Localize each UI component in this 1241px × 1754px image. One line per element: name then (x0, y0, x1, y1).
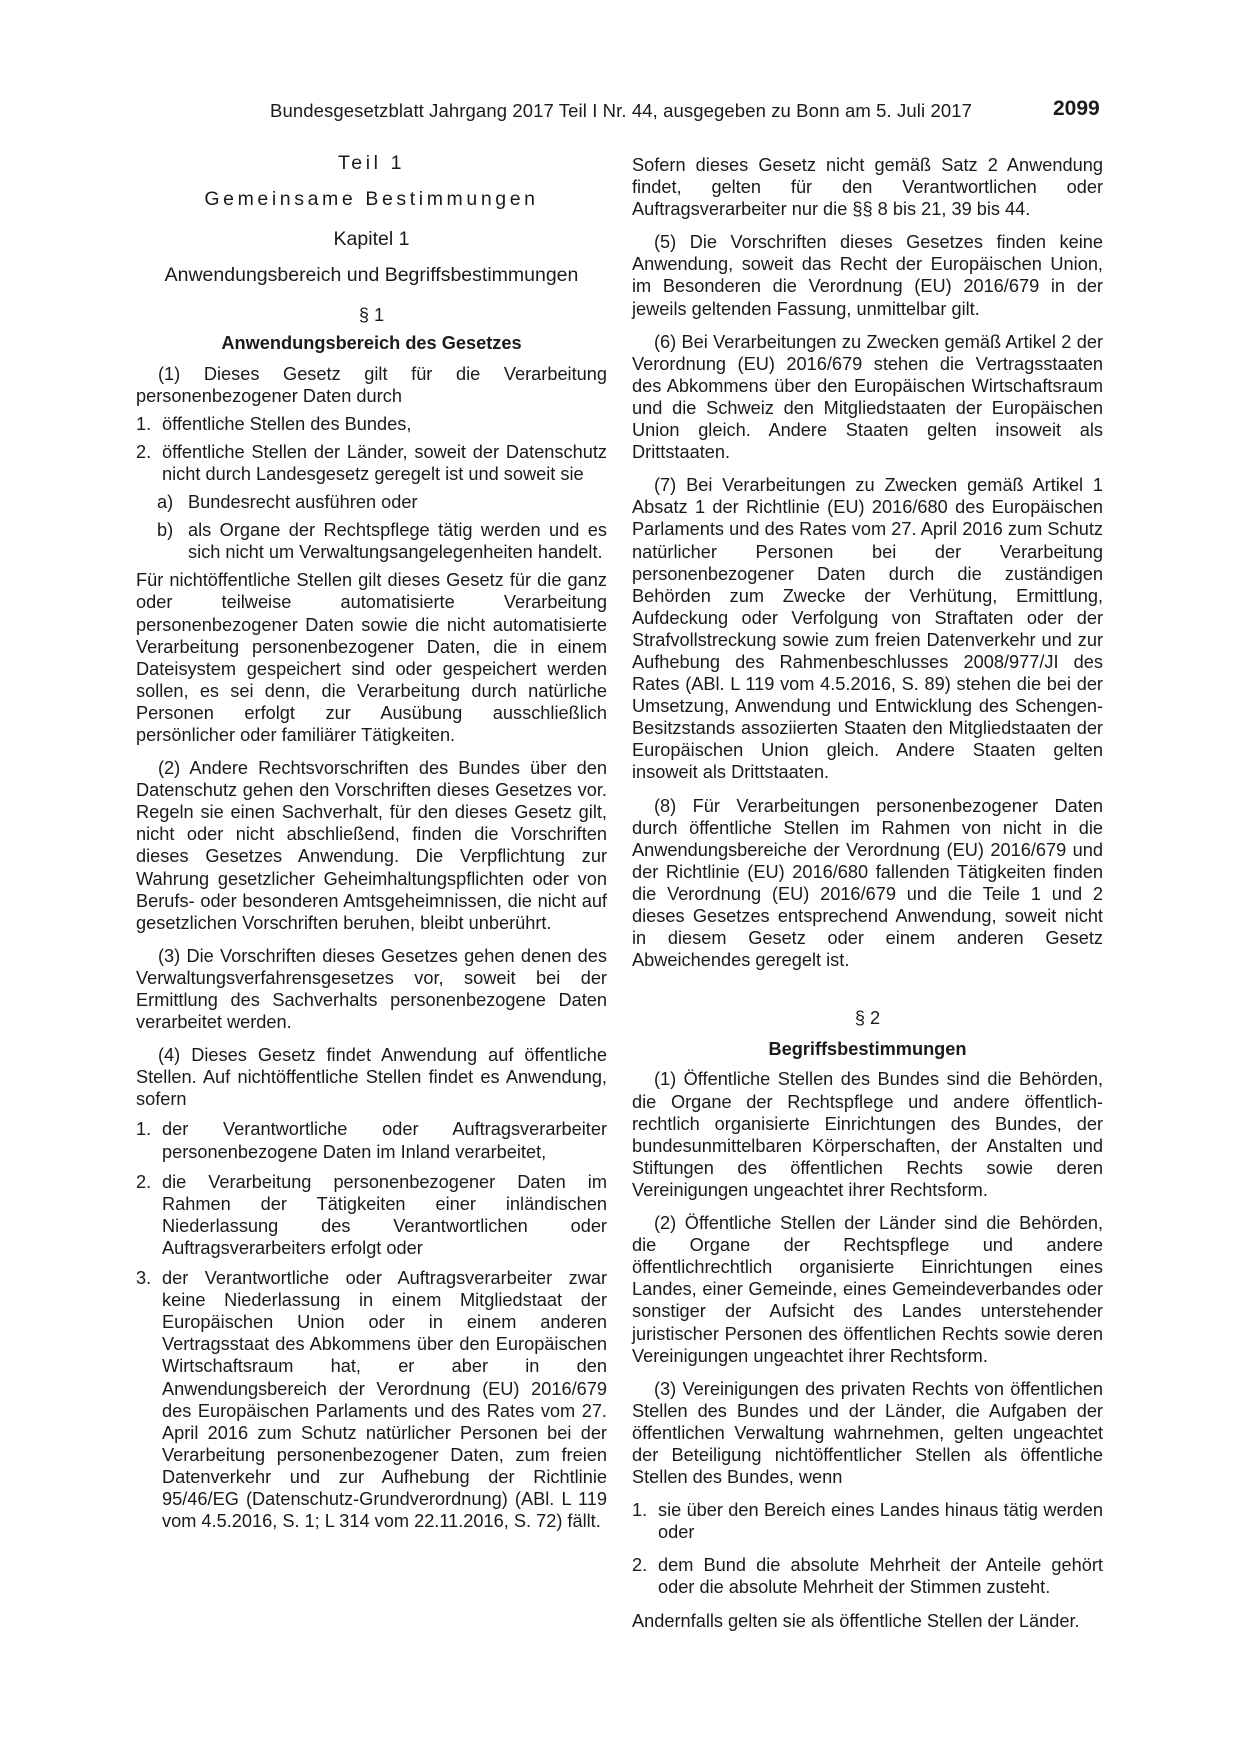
right-column (632, 154, 1103, 1643)
s1-paragraph-6: (6) Bei Verarbeitungen zu Zwecken gemäß Artikel 2 der Verordnung (EU) 2016/679 stehen die Vertragsstaaten des Abkommens über den Europäischen Wirtschaftsraum und die Schweiz den Mitgliedstaaten der Europäischen Union gleich. Andere Staaten gelten insoweit als Drittstaaten. (632, 331, 1103, 463)
s2-paragraph-3-tail: Andernfalls gelten sie als öffentliche Stellen der Länder. (632, 1610, 1080, 1631)
list-item: 2. die Verarbeitung personenbezogener Daten im Rahmen der Tätigkeiten einer inländischen Niederlassung des Verantwortlichen oder Auftragsverarbeiters erfolgt oder (136, 1171, 607, 1258)
chapter-title: Anwendungsbereich und Begriffsbestimmungen (164, 264, 579, 287)
left-column (136, 152, 607, 1543)
part-title: Gemeinsame Bestimmungen (204, 188, 539, 211)
list-item: 2. öffentliche Stellen der Länder, soweit der Datenschutz nicht durch Landesgesetz geregelt ist und soweit sie (136, 441, 607, 484)
s1-paragraph-7: (7) Bei Verarbeitungen zu Zwecken gemäß Artikel 1 Absatz 1 der Richtlinie (EU) 2016/680 des Europäischen Parlaments und des Rates vom 27. April 2016 zum Schutz natürlicher Personen bei der Verarbeitung personenbezogener Daten durch die zuständigen Behörden zum Zwecke der Verhütung, Ermittlung, Aufdeckung oder Verfolgung von Straftaten oder der Strafvollstreckung sowie zum freien Datenverkehr und zur Aufhebung des Rahmenbeschlusses 2008/977/JI des Rates (ABl. L 119 vom 4.5.2016, S. 89) stehen die bei der Umsetzung, Anwendung und Entwicklung des Schengen-Besitzstands assoziierten Staaten den Mitgliedstaaten der Europäischen Union gleich. Andere Staaten gelten insoweit als Drittstaaten. (632, 475, 1103, 783)
section-2-title: Begriffsbestimmungen (768, 1039, 967, 1060)
part-heading: Teil 1 (337, 152, 406, 174)
s1-paragraph-1-tail: Für nichtöffentliche Stellen gilt dieses Gesetz für die ganz oder teilweise automatisierte Verarbeitung personenbezogener Daten sowie die nicht automatisierte Verarbeitung personenbezogener Daten, die in einem Dateisystem gespeichert sind oder gespeichert werden sollen, es sei denn, die Verarbeitung durch natürliche Personen erfolgt zur Ausübung ausschließlich persönlicher oder familiärer Tätigkeiten. (136, 570, 607, 745)
sub-list-item: a) Bundesrecht ausführen oder (157, 492, 418, 513)
page-header (0, 97, 1241, 130)
s2-paragraph-3: (3) Vereinigungen des privaten Rechts von öffentlichen Stellen des Bundes und der Länder, die Aufgaben der öffentlichen Verwaltung wahrnehmen, gelten ungeachtet der Beteiligung nichtöffentlicher Stellen als öffentliche Stellen des Bundes, wenn (632, 1378, 1103, 1488)
s2-paragraph-1: (1) Öffentliche Stellen des Bundes sind die Behörden, die Organe der Rechtspflege und andere öffentlich-rechtlich organisierte Einrichtungen des Bundes, der bundesunmittelbaren Körperschaften, der Anstalten und Stiftungen des öffentlichen Rechts sowie deren Vereinigungen ungeachtet ihrer Rechtsform. (632, 1069, 1103, 1200)
list-item: 1. öffentliche Stellen des Bundes, (136, 413, 412, 434)
s1-paragraph-8: (8) Für Verarbeitungen personenbezogener Daten durch öffentliche Stellen im Rahmen von nicht in die Anwendungsbereiche der Verordnung (EU) 2016/679 und der Richtlinie (EU) 2016/680 fallenden Tätigkeiten finden die Verordnung (EU) 2016/679 und die Teile 1 und 2 dieses Gesetzes entsprechend Anwendung, soweit nicht in diesem Gesetz oder einem anderen Gesetz Abweichendes geregelt ist. (632, 795, 1103, 971)
list-item: 2. dem Bund die absolute Mehrheit der Anteile gehört oder die absolute Mehrheit der Stimmen zusteht. (632, 1555, 1103, 1598)
s1-paragraph-4-tail: Sofern dieses Gesetz nicht gemäß Satz 2 Anwendung findet, gelten für den Verantwortlichen oder Auftragsverarbeiter nur die §§ 8 bis 21, 39 bis 44. (632, 155, 1103, 220)
list-item: 1. der Verantwortliche oder Auftragsverarbeiter personenbezogene Daten im Inland verarbeitet, (136, 1119, 607, 1162)
list-item: 3. der Verantwortliche oder Auftragsverarbeiter zwar keine Niederlassung in einem Mitgliedstaat der Europäischen Union oder in einem anderen Vertragsstaat des Abkommens über den Europäischen Wirtschaftsraum hat, er aber in den Anwendungsbereich der Verordnung (EU) 2016/679 des Europäischen Parlaments und des Rates vom 27. April 2016 zum Schutz natürlicher Personen bei der Verarbeitung personenbezogener Daten, zum freien Datenverkehr und zur Aufhebung der Richtlinie 95/46/EG (Datenschutz-Grundverordnung) (ABl. L 119 vom 4.5.2016, S. 1; L 314 vom 22.11.2016, S. 72) fällt. (136, 1268, 607, 1532)
s1-paragraph-4: (4) Dieses Gesetz findet Anwendung auf öffentliche Stellen. Auf nichtöffentliche Stellen findet es Anwendung, sofern (136, 1045, 607, 1110)
section-1-title: Anwendungsbereich des Gesetzes (221, 333, 522, 354)
s1-paragraph-3: (3) Die Vorschriften dieses Gesetzes gehen denen des Verwaltungsverfahrensgesetzes vor, soweit bei der Ermittlung des Sachverhalts personenbezogene Daten verarbeitet werden. (136, 945, 607, 1033)
section-2-sign: § 2 (854, 1008, 881, 1029)
section-1-sign: § 1 (358, 305, 385, 326)
s2-paragraph-2: (2) Öffentliche Stellen der Länder sind die Behörden, die Organe der Rechtspflege und andere öffentlichrechtlich organisierte Einrichtungen eines Landes, einer Gemeinde, eines Gemeindeverbandes oder sonstiger der Aufsicht des Landes unterstehender juristischer Personen des öffentlichen Rechts sowie deren Vereinigungen ungeachtet ihrer Rechtsform. (632, 1213, 1103, 1366)
sub-list-item: b) als Organe der Rechtspflege tätig werden und es sich nicht um Verwaltungsangelegenheiten handelt. (157, 520, 607, 563)
s1-paragraph-5: (5) Die Vorschriften dieses Gesetzes finden keine Anwendung, soweit das Recht der Europäischen Union, im Besonderen die Verordnung (EU) 2016/679 in der jeweils geltenden Fassung, unmittelbar gilt. (632, 232, 1103, 319)
s1-paragraph-1: (1) Dieses Gesetz gilt für die Verarbeitung personenbezogener Daten durch (136, 363, 607, 406)
s1-paragraph-2: (2) Andere Rechtsvorschriften des Bundes über den Datenschutz gehen den Vorschriften dieses Gesetzes vor. Regeln sie einen Sachverhalt, für den dieses Gesetz gilt, nicht oder nicht abschließend, finden die Vorschriften dieses Gesetzes Anwendung. Die Verpflichtung zur Wahrung gesetzlicher Geheimhaltungspflichten oder von Berufs- oder besonderen Amtsgeheimnissen, die nicht auf gesetzlichen Vorschriften beruhen, bleibt unberührt. (136, 758, 607, 933)
page-number: 2099 (1053, 97, 1100, 120)
chapter-heading: Kapitel 1 (333, 228, 410, 251)
gazette-title: Bundesgesetzblatt Jahrgang 2017 Teil I Nr. 44, ausgegeben zu Bonn am 5. Juli 2017 (270, 100, 972, 121)
list-item: 1. sie über den Bereich eines Landes hinaus tätig werden oder (632, 1500, 1103, 1543)
